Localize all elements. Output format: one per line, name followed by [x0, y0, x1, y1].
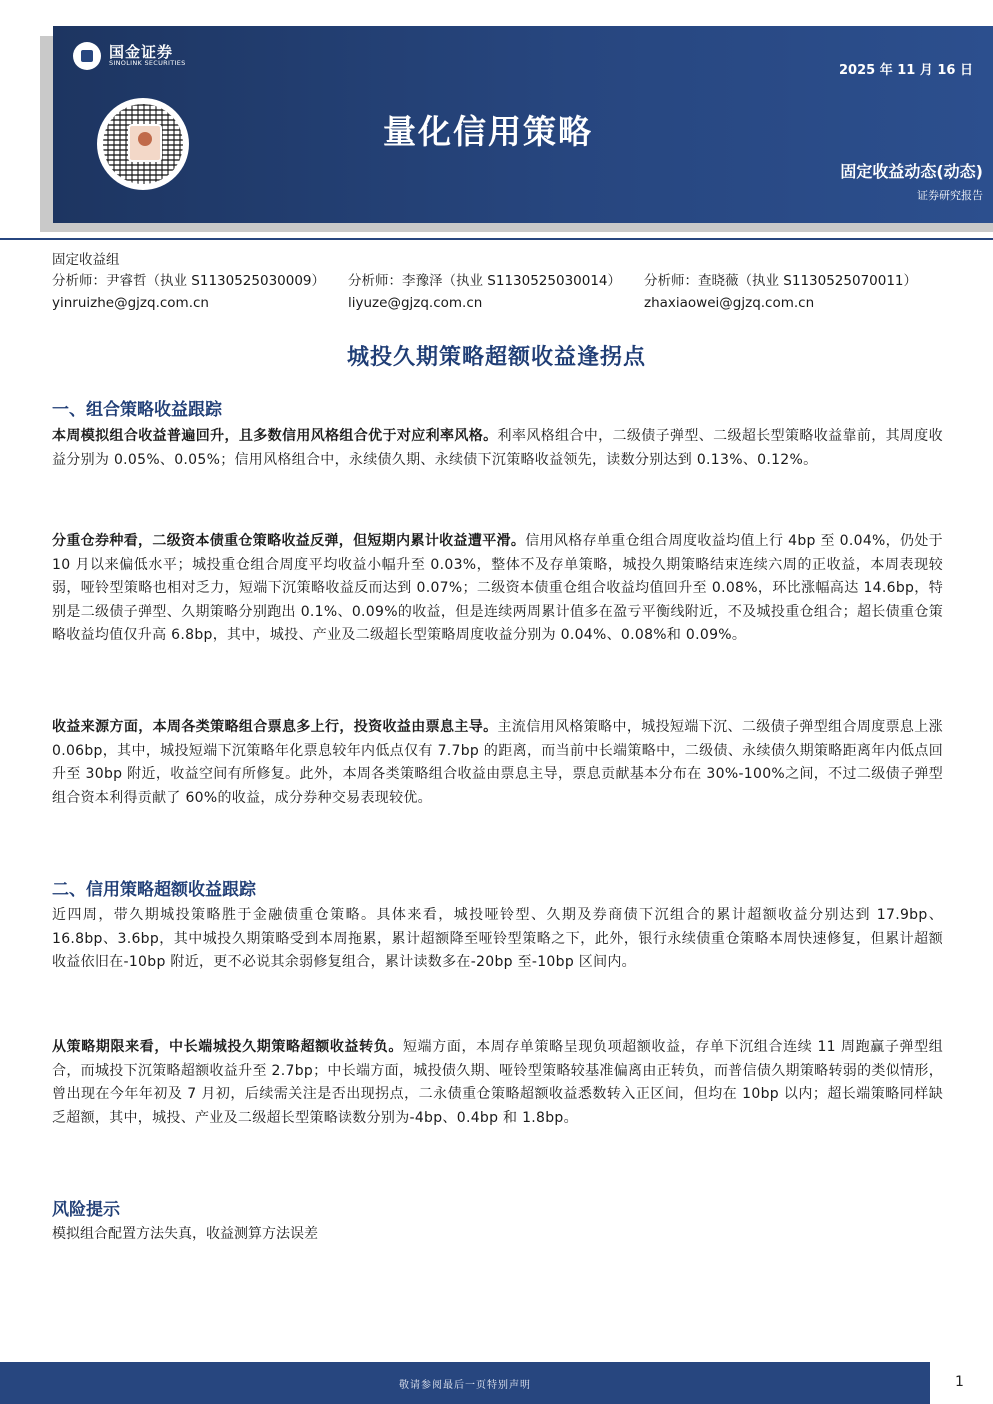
section-heading-1: 一、组合策略收益跟踪 [52, 400, 222, 420]
analyst-2: 分析师：李豫泽（执业 S1130525030014） [348, 273, 622, 289]
paragraph-1-1: 本周模拟组合收益普遍回升，且多数信用风格组合优于对应利率风格。利率风格组合中，二级债子弹型、二级超长型策略收益靠前，其周度收益分别为 0.05%、0.05%；信用风格组合中，永续债久期、永续债下沉策略收益领先，读数分别达到 0.13%、0.12%。 [52, 428, 943, 468]
page-number: 1 [955, 1374, 964, 1390]
analyst-2-email[interactable]: liyuze@gjzq.com.cn [348, 295, 483, 311]
report-subtitle: 证券研究报告 [917, 189, 983, 202]
paragraph-2-2: 从策略期限来看，中长端城投久期策略超额收益转负。短端方面，本周存单策略呈现负项超额收益，存单下沉组合连续 11 周跑赢子弹型组合，而城投下沉策略超额收益升至 2.7bp；中长端方面，城投债久期、哑铃型策略较基准偏离由正转负，而普信债久期策略转弱的类似情形，曾出现在今年年初及 7 月初，后续需关注是否出现拐点，二永债重仓策略超额收益悉数转入正区间，但均在 10bp 以内；超长端策略同样缺乏超额，其中，城投、产业及二级超长型策略读数分别为-4bp、0.4bp 和 1.8bp。 [52, 1039, 943, 1126]
analyst-block [52, 251, 952, 314]
report-type: 固定收益动态(动态) [840, 162, 983, 181]
document-title: 城投久期策略超额收益逢拐点 [346, 345, 646, 370]
header-divider [0, 238, 993, 240]
analyst-3-email[interactable]: zhaxiaowei@gjzq.com.cn [644, 295, 815, 311]
analyst-1: 分析师：尹睿哲（执业 S1130525030009） [52, 273, 326, 289]
brand-name-cn: 国金证券 [109, 42, 174, 61]
section-heading-2: 二、信用策略超额收益跟踪 [52, 880, 256, 900]
section-heading-risk: 风险提示 [52, 1200, 120, 1220]
paragraph-1-3: 收益来源方面，本周各类策略组合票息多上行，投资收益由票息主导。主流信用风格策略中，城投短端下沉、二级债子弹型组合周度票息上涨 0.06bp，其中，城投短端下沉策略年化票息较年内低点仅有 7.7bp 的距离，而当前中长端策略中，二级债、永续债久期策略距离年内低点回升至 30bp 附近，收益空间有所修复。此外，本周各类策略组合收益由票息主导，票息贡献基本分布在 30%-100%之间，不过二级债子弹型组合资本利得贡献了 60%的收益，成分券种交易表现较优。 [52, 719, 943, 806]
header-banner [53, 26, 993, 223]
analyst-1-email[interactable]: yinruizhe@gjzq.com.cn [52, 295, 209, 311]
analyst-3: 分析师：查晓薇（执业 S1130525070011） [644, 273, 918, 289]
risk-text: 模拟组合配置方法失真，收益测算方法误差 [52, 1226, 318, 1242]
report-date: 2025 年 11 月 16 日 [839, 63, 973, 78]
group-label: 固定收益组 [52, 252, 120, 268]
brand-name-en: SINOLINK SECURITIES [109, 59, 186, 68]
footer-disclaimer: 敬请参阅最后一页特别声明 [399, 1380, 531, 1391]
paragraph-1-2: 分重仓券种看，二级资本债重仓策略收益反弹，但短期内累计收益遭平滑。信用风格存单重仓组合周度收益均值上行 4bp 至 0.04%，仍处于 10 月以来偏低水平；城投重仓组合周度平均收益小幅升至 0.03%，整体不及存单策略，城投久期策略结束连续六周的正收益，本周表现较弱，哑铃型策略也相对乏力，短端下沉策略收益反而达到 0.07%；二级资本债重仓组合收益均值回升至 0.08%，环比涨幅高达 14.6bp，特别是二级债子弹型、久期策略分别跑出 0.1%、0.09%的收益，但是连续两周累计值多在盈亏平衡线附近，不及城投重仓组合；超长债重仓策略收益均值仅升高 6.8bp，其中，城投、产业及二级超长型策略周度收益分别为 0.04%、0.08%和 0.09%。 [52, 533, 943, 643]
logo-icon [73, 42, 101, 70]
brand-logo [73, 42, 186, 70]
paragraph-2-1: 近四周，带久期城投策略胜于金融债重仓策略。具体来看，城投哑铃型、久期及券商债下沉组合的累计超额收益分别达到 17.9bp、16.8bp、3.6bp，其中城投久期策略受到本周拖累，累计超额降至哑铃型策略之下，此外，银行永续债重仓策略本周快速修复，但累计超额收益依旧在-10bp 附近，更不必说其余弱修复组合，累计读数多在-20bp 至-10bp 区间内。 [52, 907, 943, 970]
report-title: 量化信用策略 [383, 112, 593, 151]
qr-code-icon [97, 98, 189, 190]
